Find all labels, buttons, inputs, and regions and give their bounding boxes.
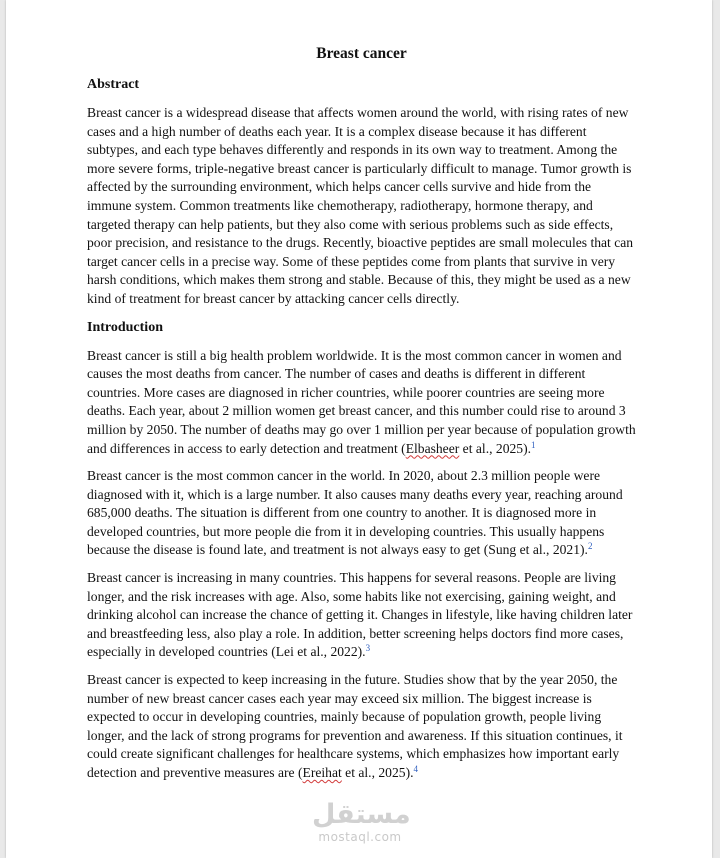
spellcheck-flagged-word[interactable]: Ereihat <box>302 765 342 780</box>
document-body <box>87 44 636 792</box>
paragraph-text: Breast cancer is the most common cancer in the world. In 2020, about 2.3 million people were diagnosed with it, which is a large number. It also causes many deaths every year, reaching around 685,000 deaths. The situation is different from one country to another. It is diagnosed more in developed countries, but more people die from it in developing countries. This usually happens because the disease is found late, and treatment is not always easy to get (Sung et al., 2021). <box>87 468 623 558</box>
footnote-reference[interactable]: 3 <box>365 643 371 654</box>
footnote-reference[interactable]: 1 <box>531 439 536 450</box>
abstract-heading: Abstract <box>87 77 140 92</box>
watermark-logo-arabic: مستقل <box>312 799 411 830</box>
watermark-logo-latin: mostaql.com <box>318 830 402 844</box>
intro-paragraph-2 <box>87 467 636 560</box>
document-title: Breast cancer <box>316 45 407 62</box>
paragraph-text: Breast cancer is still a big health problem worldwide. It is the most common cancer in women and causes the most deaths from cancer. The number of cases and deaths is different in different countries. More cases are diagnosed in richer countries, while poorer countries are seeing more deaths. Each year, about 2 million women get breast cancer, and this number could rise to around 3 million by 2050. The number of deaths may go over 1 million per year because of population growth and differences in access to early detection and treatment ( <box>87 347 636 456</box>
intro-paragraph-1 <box>87 347 636 459</box>
abstract-paragraph: Breast cancer is a widespread disease that affects women around the world, with rising rates of new cases and a high number of deaths each year. It is a complex disease because it has different subtypes, and each type behaves differently and responds in its own way to treatment. Among the more severe forms, triple-negative breast cancer is particularly difficult to manage. Tumor growth is affected by the surrounding environment, which helps cancer cells survive and hide from the immune system. Common treatments like chemotherapy, radiotherapy, hormone therapy, and targeted therapy can help patients, but they also come with serious problems such as side effects, poor precision, and resistance to the drugs. Recently, bioactive peptides are small molecules that can target cancer cells in a precise way. Some of these peptides come from plants that survive in very harsh conditions, which makes them strong and stable. Because of this, they might be used as a new kind of treatment for breast cancer by attacking cancer cells directly. <box>87 105 634 306</box>
footnote-reference[interactable]: 2 <box>587 541 593 552</box>
spellcheck-flagged-word[interactable]: Elbasheer <box>405 440 460 456</box>
footnote-reference[interactable]: 4 <box>413 764 418 774</box>
introduction-heading: Introduction <box>87 319 163 335</box>
mostaql-watermark <box>312 799 411 844</box>
citation-text: et al., 2025). <box>341 765 414 780</box>
intro-paragraph-3 <box>87 569 636 662</box>
citation-text: et al., 2025). <box>459 440 532 456</box>
intro-paragraph-4 <box>87 671 636 783</box>
document-page <box>6 0 712 858</box>
paragraph-text: Breast cancer is expected to keep increasing in the future. Studies show that by the year 2050, the number of new breast cancer cases each year may exceed six million. The biggest increase is expected to occur in developing countries, mainly because of population growth, people living longer, and the lack of strong programs for prevention and awareness. If this situation continues, it could create significant challenges for healthcare systems, which emphasizes how important early detection and preventive measures are ( <box>87 672 623 780</box>
paragraph-text: Breast cancer is increasing in many countries. This happens for several reasons. People are living longer, and the risk increases with age. Also, some habits like not exercising, gaining weight, and drinking alcohol can increase the chance of getting it. Changes in lifestyle, like having children later and breastfeeding less, also play a role. In addition, better screening helps doctors find more cases, especially in developed countries (Lei et al., 2022). <box>87 570 633 660</box>
